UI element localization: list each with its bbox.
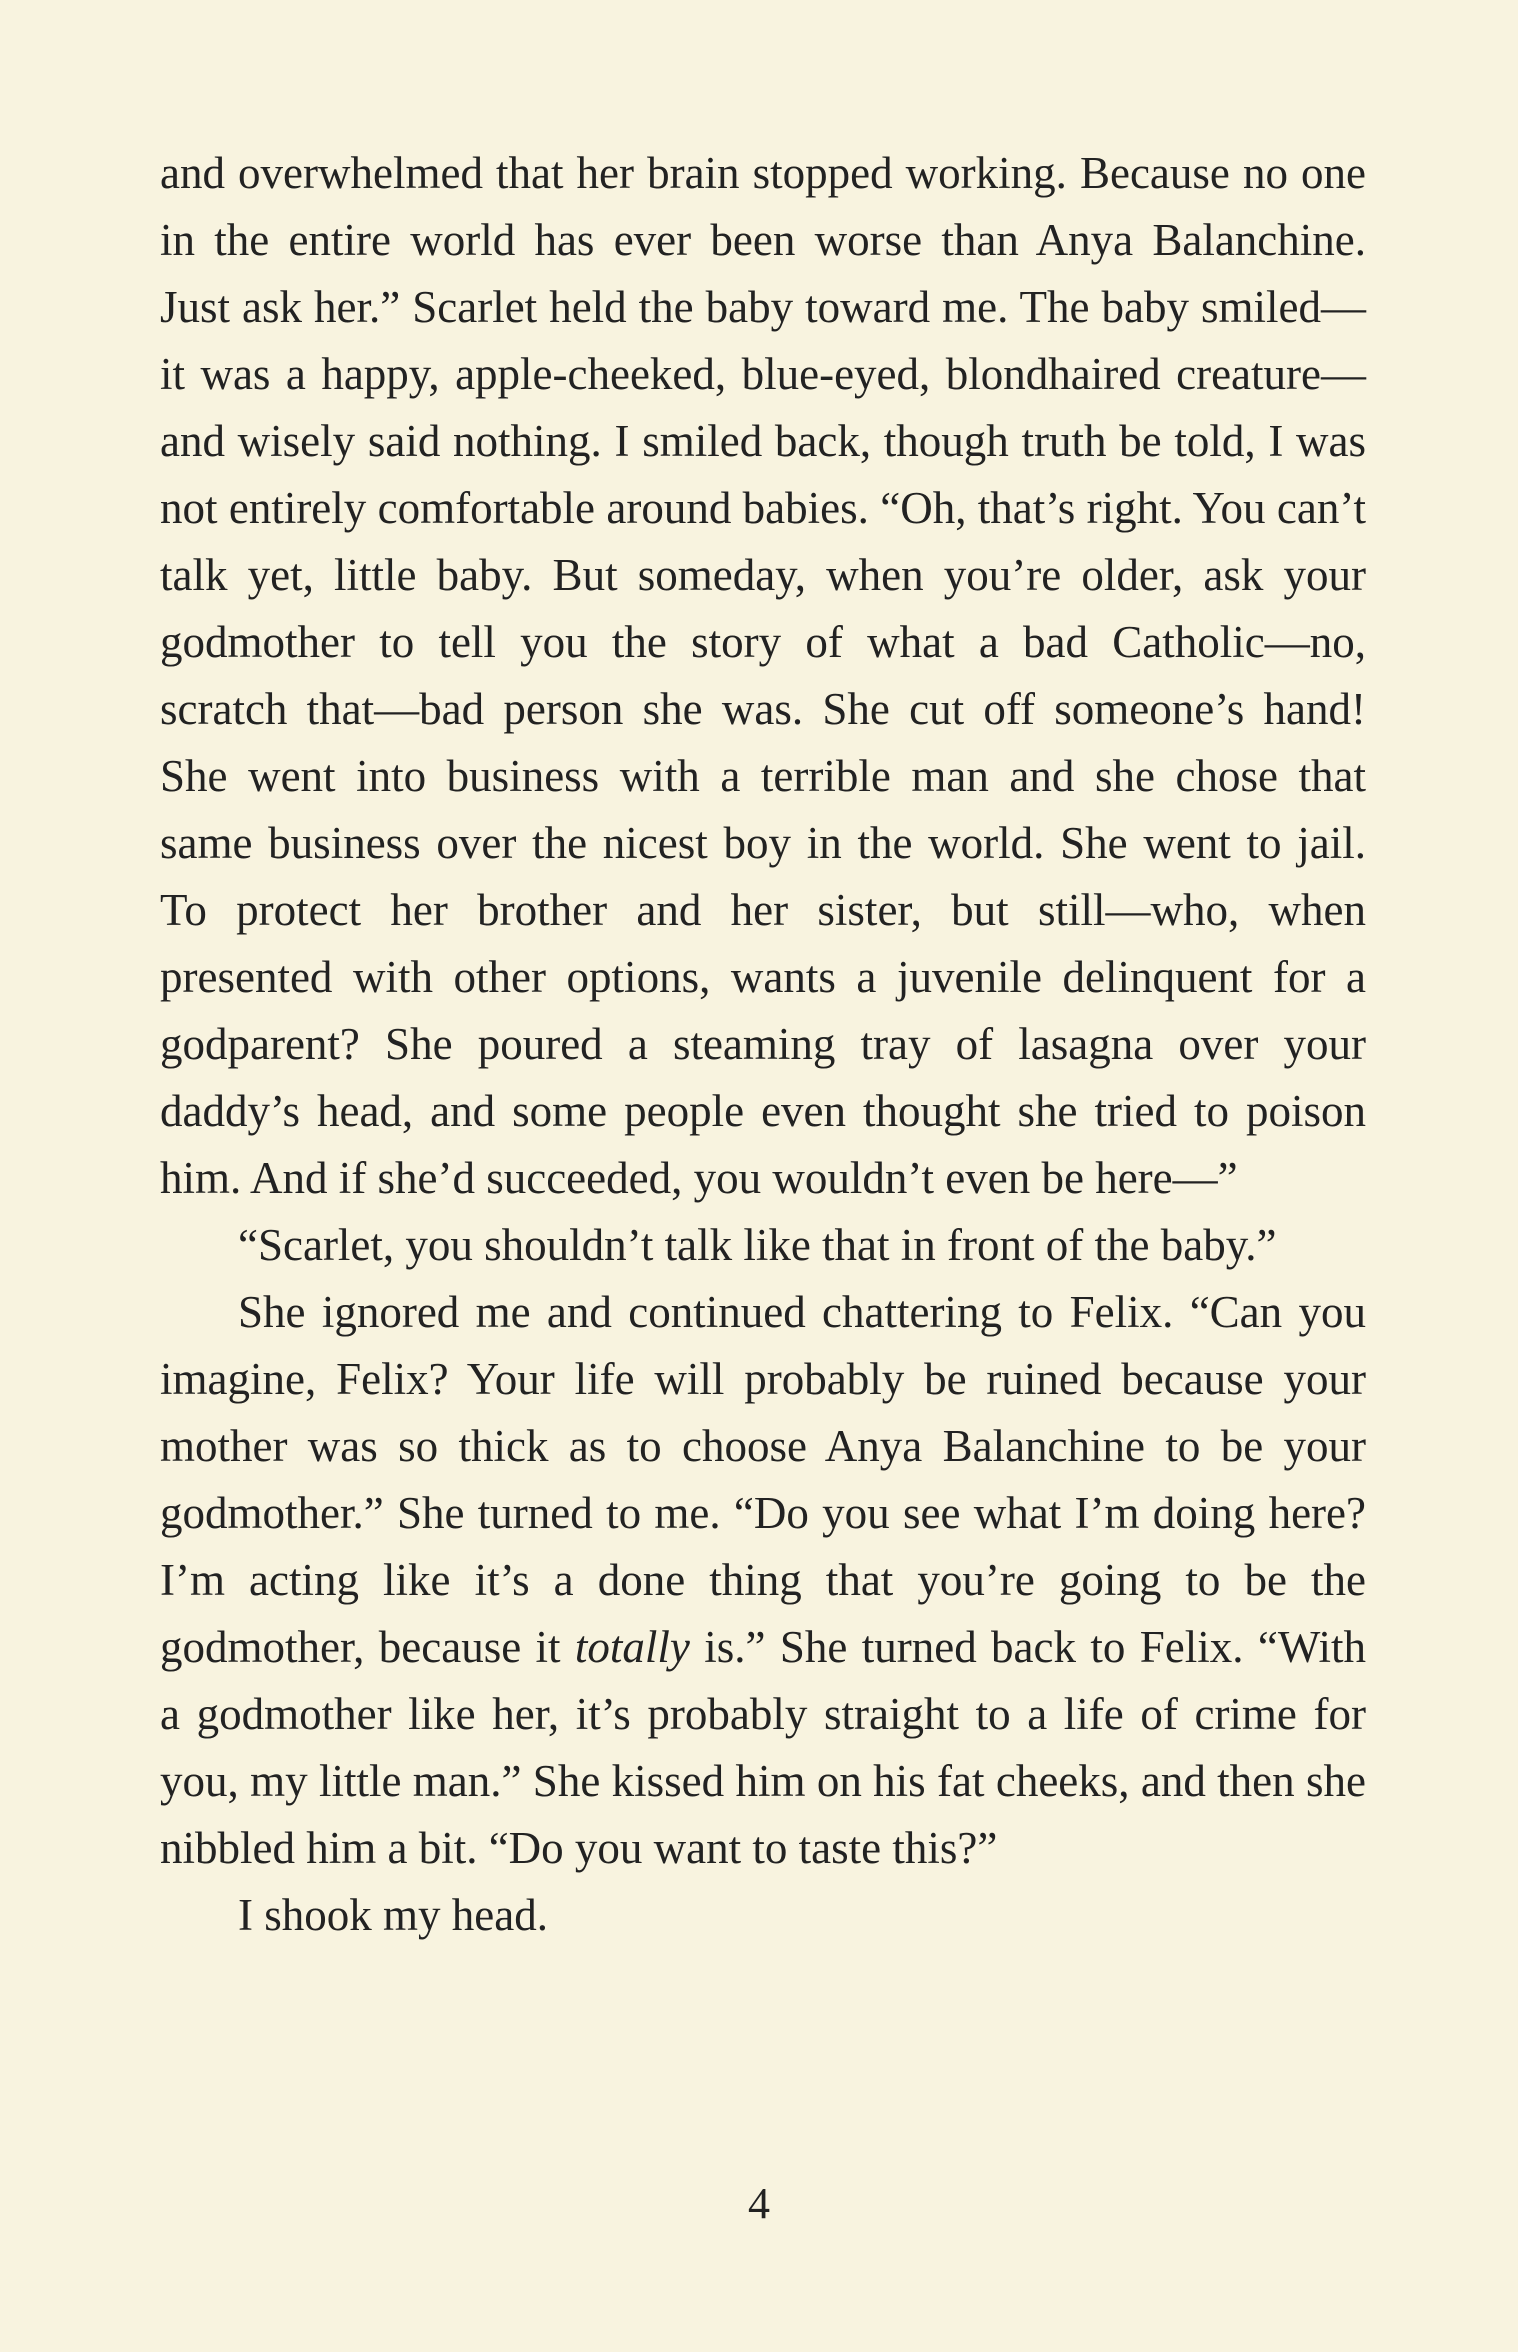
paragraph-4: I shook my head.: [238, 1890, 548, 1940]
body-text: [160, 140, 1366, 1949]
paragraph-3-text-after: is.” She turned back to Felix. “With a godmother like her, it’s probably straight to a life of crime for you, my little man.” She kissed him on his fat cheeks, and then she nibbled him a bit. “Do you want to taste this?”: [160, 1622, 1366, 1873]
paragraph-3-text-before: She ignored me and continued chattering to Felix. “Can you imagine, Felix? Your life will probably be ruined because your mother was so thick as to choose Anya Balanchine to be your godmother.” She turned to me. “Do you see what I’m doing here? I’m acting like it’s a done thing that you’re going to be the godmother, because it: [160, 1287, 1366, 1672]
paragraph-3: [160, 1279, 1366, 1882]
page-number: 4: [748, 2179, 770, 2228]
paragraph-1: and overwhelmed that her brain stopped working. Because no one in the entire world has ever been worse than Anya Balanchine. Just ask her.” Scarlet held the baby toward me. The baby smiled—it was a happy, apple-cheeked, blue-eyed, blondhaired creature—and wisely said nothing. I smiled back, though truth be told, I was not entirely comfortable around babies. “Oh, that’s right. You can’t talk yet, little baby. But someday, when you’re older, ask your godmother to tell you the story of what a bad Catholic—no, scratch that—bad person she was. She cut off someone’s hand! She went into business with a terrible man and she chose that same business over the nicest boy in the world. She went to jail. To protect her brother and her sister, but still—who, when presented with other options, wants a juvenile delinquent for a godparent? She poured a steaming tray of lasagna over your daddy’s head, and some people even thought she tried to poison him. And if she’d succeeded, you wouldn’t even be here—”: [160, 148, 1366, 1203]
paragraph-2: “Scarlet, you shouldn’t talk like that in front of the baby.”: [238, 1220, 1277, 1270]
emphasis-totally: totally: [574, 1622, 690, 1672]
